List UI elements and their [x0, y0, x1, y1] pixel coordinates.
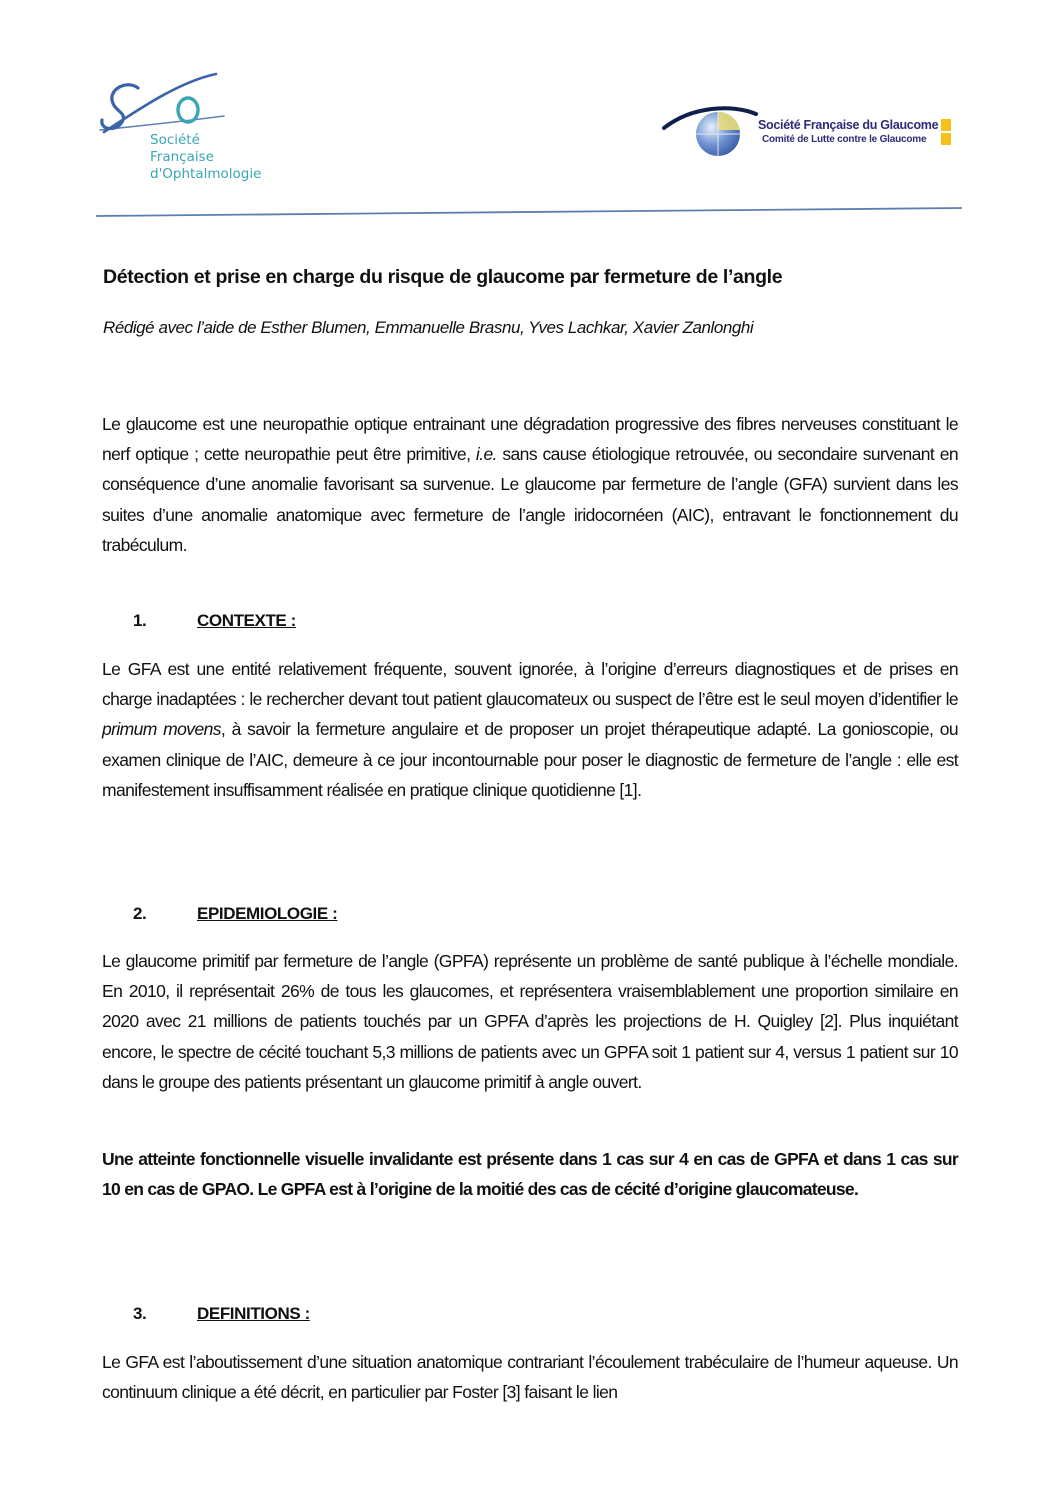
sfg-title: Société Française du Glaucome: [758, 118, 939, 132]
sfg-subtitle: Comité de Lutte contre le Glaucome: [762, 134, 927, 145]
section-label: CONTEXTE :: [197, 611, 296, 630]
sfo-line-3: d'Ophtalmologie: [150, 166, 262, 182]
sfg-logo: [662, 102, 962, 158]
header-divider: [96, 203, 964, 217]
section-heading-definitions: [133, 1304, 310, 1324]
yellow-square-icon: [941, 133, 951, 145]
sfo-logo-icon: [98, 70, 228, 140]
sfo-line-1: Société: [150, 132, 200, 148]
section-number: 3.: [133, 1304, 147, 1323]
yellow-square-icon: [941, 119, 951, 131]
section-number: 1.: [133, 611, 147, 630]
definitions-paragraph: Le GFA est l’aboutissement d’une situation anatomique contrariant l’écoulement trabéculaire de l’humeur aqueuse. Un continuum clinique a été décrit, en particulier par Foster [3] faisant le lien: [102, 1352, 958, 1403]
contexte-paragraph: Le GFA est une entité relativement fréquente, souvent ignorée, à l’origine d’erreurs diagnostiques et de prises en charge inadaptées : le rechercher devant tout patient glaucomateux ou suspect de l’être est le seul moyen d’identifier le primum movens, à savoir la fermeture angulaire et de proposer un projet thérapeutique adapté. La gonioscopie, ou examen clinique de l’AIC, demeure à ce jour incontournable pour poser le diagnostic de fermeture de l’angle : elle est manifestement insuffisamment réalisée en pratique clinique quotidienne [1].: [102, 659, 958, 800]
sfo-line-2: Française: [150, 149, 214, 165]
epidemiologie-paragraph: Le glaucome primitif par fermeture de l’angle (GPFA) représente un problème de santé publique à l’échelle mondiale. En 2010, il représentait 26% de tous les glaucomes, et représentera vraisemblablement une proportion similaire en 2020 avec 21 millions de patients touchés par un GPFA d’après les projections de H. Quigley [2]. Plus inquiétant encore, le spectre de cécité touchant 5,3 millions de patients avec un GPFA soit 1 patient sur 4, versus 1 patient sur 10 dans le groupe des patients présentant un glaucome primitif à angle ouvert.: [102, 951, 958, 1092]
section-number: 2.: [133, 904, 147, 923]
intro-paragraph: Le glaucome est une neuropathie optique entrainant une dégradation progressive des fibres nerveuses constituant le nerf optique ; cette neuropathie peut être primitive, i.e. sans cause étiologique retrouvée, ou secondaire survenant en conséquence d’une anomalie favorisant sa survenue. Le glaucome par fermeture de l’angle (GFA) survient dans les suites d’une anomalie anatomique avec fermeture de l’angle iridocornéen (AIC), entravant le fonctionnement du trabéculum.: [102, 414, 958, 555]
section-label: DEFINITIONS :: [197, 1304, 310, 1323]
sfo-logo: [98, 70, 278, 195]
document-title: Détection et prise en charge du risque de glaucome par fermeture de l’angle: [103, 266, 783, 288]
epidemiologie-key-finding: Une atteinte fonctionnelle visuelle invalidante est présente dans 1 cas sur 4 en cas de GPFA et dans 1 cas sur 10 en cas de GPAO. Le GPFA est à l’origine de la moitié des cas de cécité d’origine glaucomateuse.: [102, 1149, 958, 1200]
section-label: EPIDEMIOLOGIE :: [197, 904, 338, 923]
section-heading-epidemiologie: [133, 904, 337, 924]
section-heading-contexte: [133, 611, 296, 631]
document-authors: Rédigé avec l’aide de Esther Blumen, Emmanuelle Brasnu, Yves Lachkar, Xavier Zanlonghi: [103, 318, 754, 337]
eye-globe-logo-icon: [662, 102, 758, 158]
